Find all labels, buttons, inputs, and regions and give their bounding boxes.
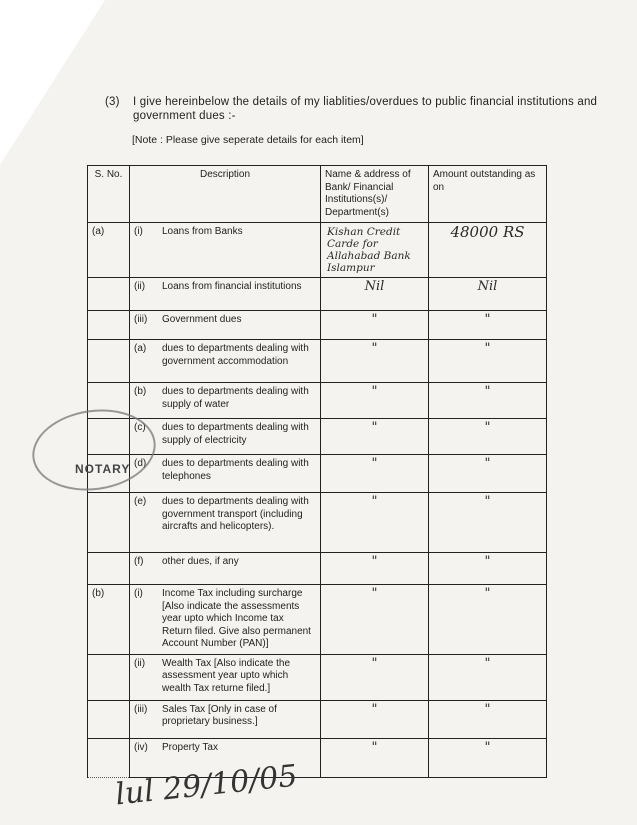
folded-corner (0, 0, 105, 165)
cell-bank: " (321, 553, 429, 585)
cell-amount: " (429, 654, 547, 700)
cell-description (130, 654, 321, 700)
cell-description (130, 419, 321, 455)
cell-amount: " (429, 493, 547, 553)
sub-number: (iv) (134, 741, 148, 753)
header-sno: S. No. (88, 166, 130, 223)
notary-stamp-text: NOTARY (75, 462, 131, 476)
description-text: Wealth Tax [Also indicate the assessment year upto which wealth Tax returne filed.] (162, 657, 291, 694)
cell-sno (88, 585, 130, 655)
table-row (88, 311, 547, 340)
description-text: Property Tax (162, 741, 218, 753)
table-header-row (88, 166, 547, 223)
cell-description (130, 493, 321, 553)
cell-amount: Nil (429, 278, 547, 311)
section-text: I give hereinbelow the details of my liablities/overdues to public financial institutions and government dues :- (133, 96, 598, 122)
sno-text: (a) (92, 226, 105, 237)
cell-sno (88, 311, 130, 340)
cell-bank: " (321, 493, 429, 553)
cell-sno (88, 340, 130, 383)
cell-description (130, 455, 321, 493)
cell-description (130, 311, 321, 340)
header-description: Description (130, 166, 321, 223)
cell-bank: " (321, 455, 429, 493)
header-bank: Name & address of Bank/ Financial Institutions(s)/ Department(s) (321, 166, 429, 223)
cell-bank: " (321, 700, 429, 738)
cell-amount: " (429, 700, 547, 738)
table-row (88, 585, 547, 655)
sub-number: (c) (134, 422, 146, 433)
description-text: Sales Tax [Only in case of proprietary business.] (162, 703, 277, 727)
cell-description (130, 585, 321, 655)
cell-bank: Nil (321, 278, 429, 311)
cell-amount: " (429, 738, 547, 777)
cell-sno (88, 553, 130, 585)
cell-bank: " (321, 654, 429, 700)
cell-bank: " (321, 585, 429, 655)
cell-sno (88, 700, 130, 738)
sub-number: (ii) (134, 657, 146, 669)
cell-amount: 48000 RS (429, 223, 547, 278)
description-text: Loans from financial institutions (162, 281, 302, 292)
cell-amount: " (429, 419, 547, 455)
sub-number: (e) (134, 496, 147, 507)
table-row (88, 553, 547, 585)
cell-amount: " (429, 553, 547, 585)
liabilities-table (87, 165, 547, 778)
section-note: [Note : Please give seperate details for each item] (132, 134, 364, 146)
section-number: (3) (105, 96, 120, 108)
cell-amount: " (429, 383, 547, 419)
description-text: dues to departments dealing with government accommodation (162, 343, 309, 367)
cell-sno (88, 223, 130, 278)
cell-sno (88, 654, 130, 700)
cell-description (130, 553, 321, 585)
cell-bank: " (321, 311, 429, 340)
description-text: Loans from Banks (162, 226, 243, 237)
table-row (88, 278, 547, 311)
cell-sno (88, 738, 130, 777)
description-text: Income Tax including surcharge [Also indicate the assessments year upto which Income tax Return filed. Give also permanent Account Number (PAN)] (162, 588, 311, 649)
cell-sno (88, 493, 130, 553)
sub-number: (a) (134, 343, 147, 354)
cell-sno (88, 278, 130, 311)
sub-number: (iii) (134, 703, 148, 715)
description-text: dues to departments dealing with government transport (including aircrafts and helicopters). (162, 496, 309, 532)
cell-amount: " (429, 455, 547, 493)
description-text: dues to departments dealing with supply of water (162, 386, 309, 410)
cell-bank: " (321, 738, 429, 777)
table-row (88, 223, 547, 278)
cell-description (130, 383, 321, 419)
cell-amount: " (429, 311, 547, 340)
sub-number: (i) (134, 226, 143, 237)
cell-bank: " (321, 383, 429, 419)
sub-number: (i) (134, 588, 143, 599)
description-text: dues to departments dealing with telephones (162, 458, 309, 482)
table-row (88, 340, 547, 383)
cell-amount: " (429, 585, 547, 655)
sub-number: (b) (134, 386, 147, 397)
cell-bank: " (321, 419, 429, 455)
cell-description (130, 700, 321, 738)
table-row (88, 493, 547, 553)
table-row (88, 654, 547, 700)
cell-amount: " (429, 340, 547, 383)
description-text: Government dues (162, 314, 242, 325)
description-text: other dues, if any (162, 556, 239, 567)
cell-description (130, 340, 321, 383)
sub-number: (d) (134, 458, 147, 469)
sub-number: (f) (134, 556, 144, 567)
table-row (88, 738, 547, 777)
cell-description (130, 223, 321, 278)
cell-bank: Kishan Credit Carde for Allahabad Bank Islampur (321, 223, 429, 278)
table-row (88, 383, 547, 419)
cell-description (130, 278, 321, 311)
cell-bank: " (321, 340, 429, 383)
description-text: dues to departments dealing with supply of electricity (162, 422, 309, 446)
sub-number: (ii) (134, 281, 146, 292)
sub-number: (iii) (134, 314, 148, 325)
table-row (88, 419, 547, 455)
table-row (88, 455, 547, 493)
sno-text: (b) (92, 588, 105, 599)
header-amount: Amount outstanding as on (429, 166, 547, 223)
table-row (88, 700, 547, 738)
signature: lul 29/10/05 (113, 758, 300, 813)
